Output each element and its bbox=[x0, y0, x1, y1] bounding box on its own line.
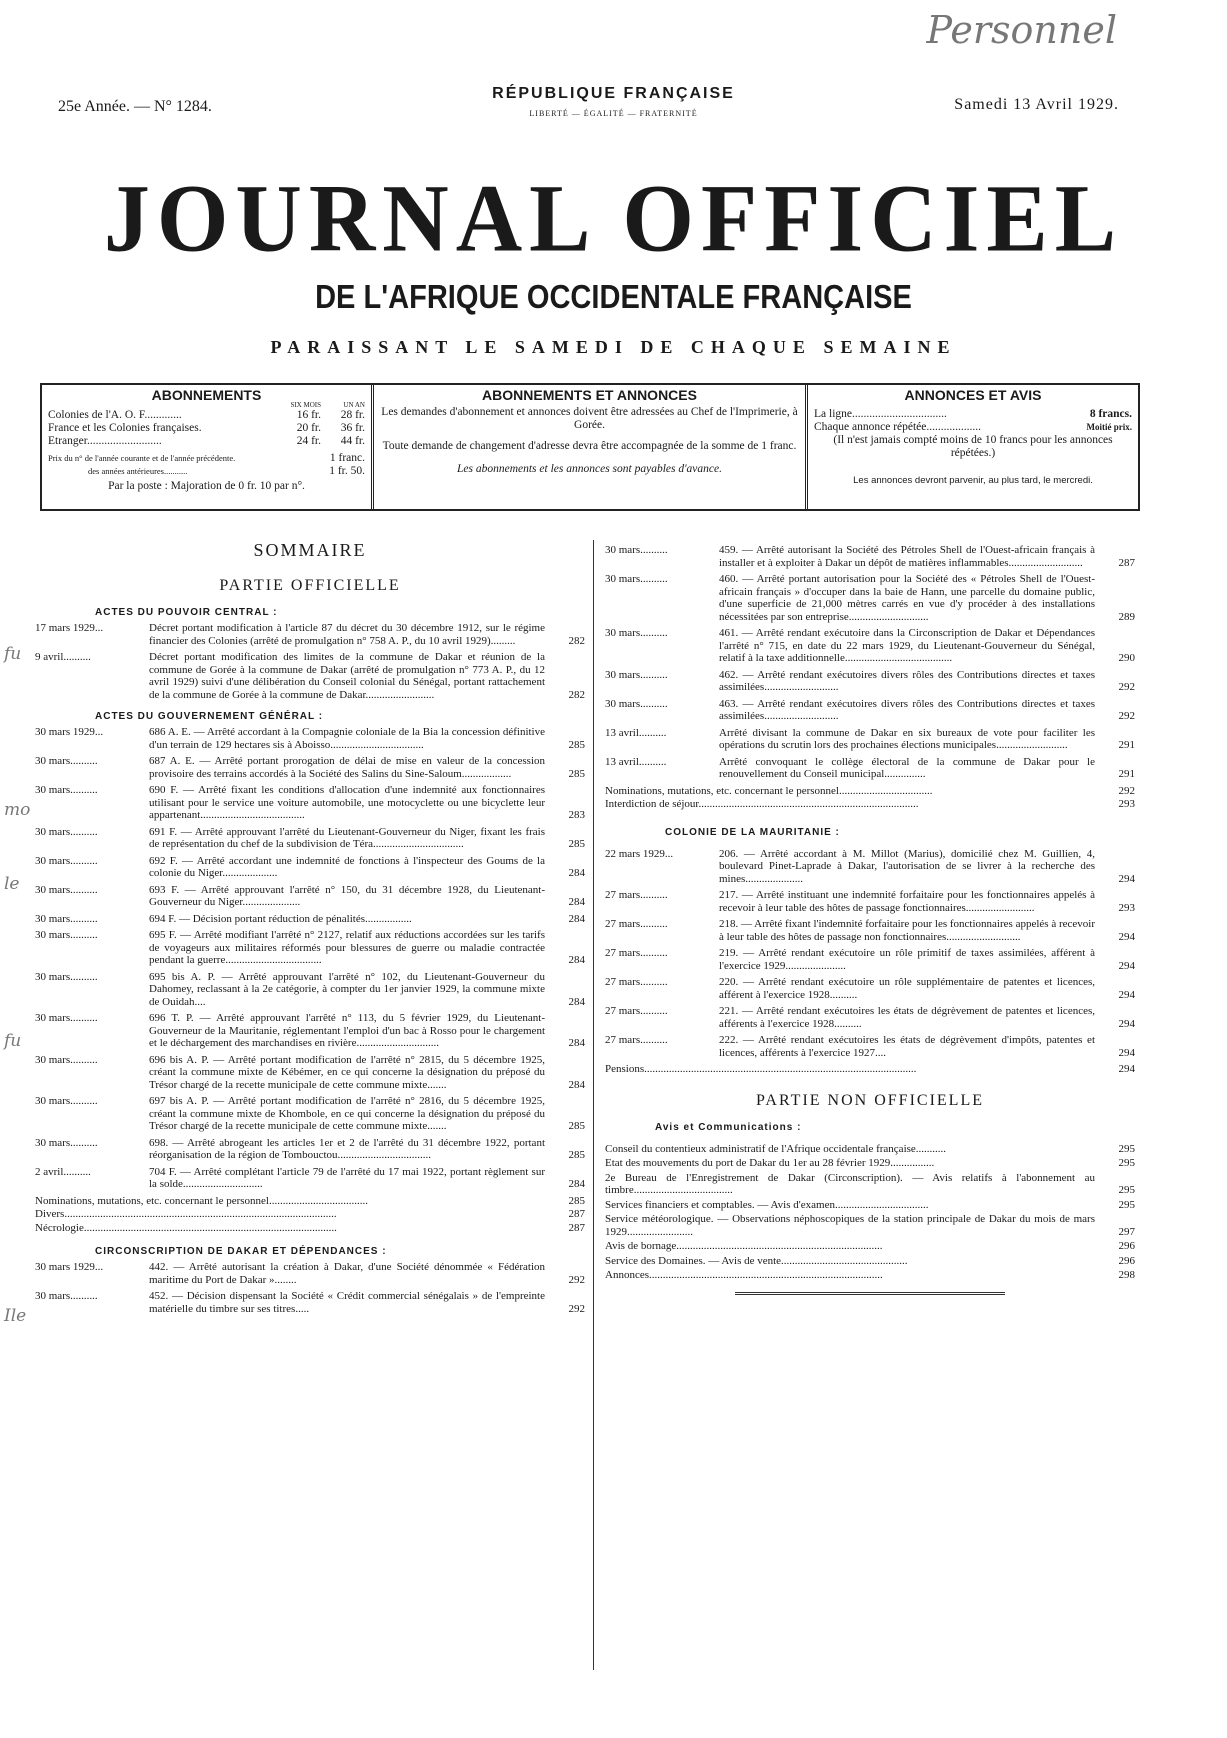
summary-entry bbox=[35, 1290, 585, 1315]
ads-column bbox=[808, 385, 1138, 509]
entry-date: 30 mars.......... bbox=[35, 854, 98, 867]
entry-text: 697 bis A. P. — Arrêté portant modification de l'arrêté n° 2816, du 5 décembre 1925, créant la commune mixte de Khombole, en ce qui concerne la désignation du préposé du Trésor chargé de la recette municipale de cette commune mixte....... bbox=[149, 1095, 545, 1132]
entry-date: 27 mars.......... bbox=[605, 918, 668, 930]
entry-date: 30 mars.......... bbox=[35, 755, 98, 767]
entry-date: 27 mars.......... bbox=[605, 1034, 668, 1046]
general-acts-heading: ACTES DU GOUVERNEMENT GÉNÉRAL : bbox=[95, 711, 324, 722]
entry-page: 295 bbox=[1118, 1157, 1135, 1169]
entry-page: 292 bbox=[1118, 681, 1135, 693]
entry-date: 30 mars.......... bbox=[35, 1053, 98, 1066]
entry-date: 27 mars.......... bbox=[605, 976, 668, 988]
entry-page: 292 bbox=[1118, 784, 1135, 797]
entry-page: 287 bbox=[1118, 556, 1135, 569]
summary-entry bbox=[605, 627, 1135, 665]
summary-entry bbox=[605, 756, 1135, 781]
summary-entry bbox=[35, 1166, 585, 1191]
entry-date: 30 mars.......... bbox=[35, 929, 98, 941]
notice-entry bbox=[605, 1269, 1135, 1282]
summary-entry bbox=[35, 971, 585, 1009]
entry-text: 221. — Arrêté rendant exécutoires les états de dégrèvement de patentes et licences, afférents à l'exercice 1928.......... bbox=[719, 1005, 1095, 1030]
entry-date: 30 mars.......... bbox=[605, 668, 668, 681]
entry-text: Nominations, mutations, etc. concernant le personnel.................................... bbox=[35, 1194, 368, 1207]
entry-page: 295 bbox=[1118, 1198, 1135, 1211]
margin-annotation: fu bbox=[4, 1031, 22, 1051]
entry-text: 220. — Arrêté rendant exécutoire un rôle supplémentaire de patentes et licences, afférent à l'exercice 1928.......... bbox=[719, 976, 1095, 1001]
one-year-header: UN AN bbox=[343, 401, 365, 409]
entry-date: 13 avril.......... bbox=[605, 755, 667, 768]
entry-page: 284 bbox=[568, 1078, 585, 1091]
entry-text: Décret portant modification des limites de la commune de Dakar et réunion de la commune de Gorée à la commune de Dakar (arrêté de promulgation n° 773 A. P., du 12 avril 1929) suivi d'une délibération du Conseil colonial du Sénégal, portant rattachement de la commune de Gorée à la commune de Dakar......................... bbox=[149, 651, 545, 701]
pensions-row bbox=[605, 1063, 1135, 1076]
entry-text: 694 F. — Décision portant réduction de pénalités................. bbox=[149, 912, 412, 925]
entry-date: 30 mars 1929... bbox=[35, 1261, 104, 1273]
entry-text: 695 F. — Arrêté modifiant l'arrêté n° 2127, relatif aux réductions accordées sur les tarifs de voyageurs aux militaires réformés pour blessures de guerre ou maladie contractée pendant la guerre................................... bbox=[149, 929, 545, 966]
entry-text: 687 A. E. — Arrêté portant prorogation de délai de mise en valeur de la concession provisoire des terrains accordés à la Société des Salins du Sine-Saloum.................. bbox=[149, 755, 545, 780]
entry-page: 284 bbox=[568, 1178, 585, 1190]
entry-page: 282 bbox=[568, 688, 585, 701]
summary-entry bbox=[35, 826, 585, 851]
central-acts-list bbox=[35, 622, 585, 701]
ads-subscriptions-text-3: Les abonnements et les annonces sont payables d'avance. bbox=[457, 463, 722, 475]
ads-subscriptions-text-1: Les demandes d'abonnement et annonces doivent être adressées au Chef de l'Imprimerie, à Gorée. bbox=[381, 406, 798, 431]
entry-date: 27 mars.......... bbox=[605, 889, 668, 901]
price-current: Prix du n° de l'année courante et de l'année précédente. 1 franc. bbox=[48, 452, 365, 464]
entry-date: 30 mars.......... bbox=[35, 1095, 98, 1107]
entry-page: 294 bbox=[1118, 1017, 1135, 1030]
entry-text: Conseil du contentieux administratif de l'Afrique occidentale française........... bbox=[605, 1142, 947, 1155]
entry-text: 459. — Arrêté autorisant la Société des Pétroles Shell de l'Ouest-africain français à installer et à exploiter à Dakar un dépôt de matières inflammables........................... bbox=[719, 544, 1095, 569]
summary-entry bbox=[605, 727, 1135, 752]
ads-line-price: La ligne................................. 8 francs. bbox=[814, 408, 1132, 420]
postage-note: Par la poste : Majoration de 0 fr. 10 par n°. bbox=[108, 480, 305, 492]
entry-date: 30 mars.......... bbox=[605, 697, 668, 710]
margin-annotation: Ile bbox=[4, 1306, 27, 1326]
entry-page: 294 bbox=[1118, 872, 1135, 885]
entry-text: 695 bis A. P. — Arrêté approuvant l'arrêté n° 102, du Lieutenant-Gouverneur du Dahomey, reclassant à la 2e catégorie, à compter du 1er janvier 1929, la commune mixte de Ouidah.... bbox=[149, 970, 545, 1008]
summary-misc-entry bbox=[35, 1208, 585, 1221]
entry-text: 219. — Arrêté rendant exécutoire un rôle primitif de taxes assimilées, afférent à l'exercice 1929...................... bbox=[719, 947, 1095, 972]
nonofficial-part-heading: PARTIE NON OFFICIELLE bbox=[755, 1091, 984, 1109]
entry-text: 462. — Arrêté rendant exécutoires divers rôles des Contributions directes et taxes assimilées........................... bbox=[719, 668, 1095, 693]
entry-text: 206. — Arrêté accordant à M. Millot (Marius), domicilié chez M. Guillien, 4, boulevard Pinet-Laprade à Dakar, l'autorisation de se livrer à la recherche des mines..................... bbox=[719, 847, 1095, 885]
summary-entry bbox=[35, 651, 585, 701]
entry-text: Services financiers et comptables. — Avis d'examen.................................. bbox=[605, 1198, 929, 1211]
entry-text: Avis de bornage........................................................................... bbox=[605, 1240, 883, 1252]
dakar-continued-list bbox=[605, 544, 1135, 781]
notice-entry bbox=[605, 1199, 1135, 1212]
entry-page: 285 bbox=[568, 838, 585, 850]
summary-entry bbox=[605, 848, 1135, 886]
ads-repeat-price: Chaque annonce répétée................... Moitié prix. bbox=[814, 421, 1132, 433]
entry-text: 460. — Arrêté portant autorisation pour la Société des « Pétroles Shell de l'Ouest-africain français » d'occuper dans la baie de Hann, une parcelle du domaine public, d'une superficie de 21,000 mètres carrés en vue d'y procéder à des installations nécessitées par son entreprise............................. bbox=[719, 573, 1095, 623]
entry-date: 30 mars.......... bbox=[35, 784, 98, 796]
summary-misc-entry bbox=[605, 798, 1135, 811]
entry-text: 693 F. — Arrêté approuvant l'arrêté n° 150, du 31 décembre 1928, du Lieutenant-Gouverneur du Niger..................... bbox=[149, 883, 545, 908]
entry-date: 30 mars.......... bbox=[35, 970, 98, 983]
closing-rule bbox=[735, 1292, 1005, 1295]
summary-entry bbox=[605, 669, 1135, 694]
summary-entry bbox=[35, 1012, 585, 1050]
entry-page: 292 bbox=[568, 1302, 585, 1315]
entry-text: Interdiction de séjour................................................................................ bbox=[605, 798, 919, 810]
entry-date: 30 mars.......... bbox=[35, 1290, 98, 1302]
summary-entry bbox=[605, 573, 1135, 623]
entry-page: 292 bbox=[568, 1273, 585, 1286]
issue-number: 25e Année. — N° 1284. bbox=[58, 98, 212, 115]
notice-entry bbox=[605, 1213, 1135, 1238]
entry-date: 30 mars.......... bbox=[605, 627, 668, 639]
summary-entry bbox=[35, 1261, 585, 1286]
mauritania-acts-list bbox=[605, 848, 1135, 1060]
entry-page: 294 bbox=[1118, 930, 1135, 943]
entry-page: 284 bbox=[568, 912, 585, 925]
journal-tagline: PARAISSANT LE SAMEDI DE CHAQUE SEMAINE bbox=[270, 337, 957, 357]
entry-page: 283 bbox=[568, 809, 585, 821]
general-misc-list bbox=[35, 1195, 585, 1235]
journal-title: JOURNAL OFFICIEL bbox=[103, 164, 1124, 272]
general-acts-list bbox=[35, 726, 585, 1191]
summary-entry bbox=[605, 889, 1135, 914]
subscriptions-heading: ABONNEMENTS bbox=[151, 387, 262, 403]
entry-text: Service météorologique. — Observations néphoscopiques de la station principale de Dakar du mois de mars 1929........................ bbox=[605, 1213, 1095, 1238]
entry-text: 222. — Arrêté rendant exécutoires les états de dégrèvement d'impôts, patentes et licences, afférents à l'exercice 1927.... bbox=[719, 1034, 1095, 1059]
entry-page: 290 bbox=[1118, 652, 1135, 664]
entry-page: 285 bbox=[568, 1194, 585, 1207]
entry-text: 690 F. — Arrêté fixant les conditions d'allocation d'une indemnité aux fonctionnaires utilisant pour le service une voiture automobile, une motocyclette ou une bicyclette leur appartenant...................................... bbox=[149, 784, 545, 821]
summary-entry bbox=[35, 1054, 585, 1092]
summary-entry bbox=[605, 1034, 1135, 1059]
entry-text: Etat des mouvements du port de Dakar du 1er au 28 février 1929................ bbox=[605, 1157, 935, 1169]
entry-date: 30 mars.......... bbox=[35, 912, 98, 925]
entry-page: 298 bbox=[1118, 1269, 1135, 1281]
entry-page: 285 bbox=[568, 738, 585, 751]
entry-page: 294 bbox=[1118, 959, 1135, 972]
entry-page: 292 bbox=[1118, 710, 1135, 722]
summary-entry bbox=[35, 913, 585, 926]
summary-entry bbox=[605, 1005, 1135, 1030]
entry-page: 284 bbox=[568, 954, 585, 966]
price-previous: des années antérieures........... 1 fr. 50. bbox=[88, 465, 365, 477]
ads-minimum-note: (Il n'est jamais compté moins de 10 francs pour les annonces répétées.) bbox=[833, 434, 1113, 459]
entry-page: 294 bbox=[1118, 1046, 1135, 1059]
dakar-acts-list bbox=[35, 1261, 585, 1315]
entry-text: 692 F. — Arrêté accordant une indemnité de fonctions à l'inspecteur des Goums de la colonie du Niger.................... bbox=[149, 854, 545, 879]
dakar-heading: CIRCONSCRIPTION DE DAKAR ET DÉPENDANCES : bbox=[95, 1246, 387, 1257]
official-part-heading: PARTIE OFFICIELLE bbox=[219, 577, 401, 594]
summary-entry bbox=[35, 726, 585, 751]
summary-entry bbox=[605, 976, 1135, 1001]
entry-date: 30 mars.......... bbox=[605, 573, 668, 585]
entry-page: 294 bbox=[1118, 988, 1135, 1001]
entry-page: 291 bbox=[1118, 768, 1135, 780]
ads-subscriptions-column bbox=[374, 385, 808, 509]
ads-deadline: Les annonces devront parvenir, au plus tard, le mercredi. bbox=[853, 475, 1093, 486]
mauritania-heading: COLONIE DE LA MAURITANIE : bbox=[665, 826, 840, 838]
entry-text: Décret portant modification à l'article 87 du décret du 30 décembre 1912, sur le régime financier des Colonies (arrêté de promulgation n° 758 A. P., du 10 avril 1929)......... bbox=[149, 622, 545, 647]
margin-annotation: mo bbox=[4, 800, 31, 820]
notices-list bbox=[605, 1143, 1135, 1282]
summary-misc-entry bbox=[35, 1222, 585, 1235]
entry-text: 696 bis A. P. — Arrêté portant modification de l'arrêté n° 2815, du 5 décembre 1925, créant la commune mixte de Kébémer, en ce qui concerne la désignation du préposé du Trésor chargé de la recette municipale de cette commune mixte....... bbox=[149, 1053, 545, 1091]
summary-entry bbox=[605, 544, 1135, 569]
entry-text: 704 F. — Arrêté complétant l'article 79 de l'arrêté du 17 mai 1922, portant règlement sur la solde............................. bbox=[149, 1165, 545, 1190]
entry-text: Divers................................................................................................... bbox=[35, 1208, 337, 1220]
entry-page: 287 bbox=[568, 1221, 585, 1234]
notices-heading: Avis et Communications : bbox=[655, 1121, 802, 1133]
entry-text: Arrêté divisant la commune de Dakar en six bureaux de vote pour faciliter les opérations du scrutin lors des prochaines élections municipales.......................... bbox=[719, 726, 1095, 751]
entry-text: Service des Domaines. — Avis de vente.............................................. bbox=[605, 1254, 908, 1267]
summary-entry bbox=[35, 755, 585, 780]
entry-date: 13 avril.......... bbox=[605, 726, 667, 739]
entry-date: 30 mars.......... bbox=[605, 544, 668, 556]
notice-entry bbox=[605, 1255, 1135, 1268]
entry-page: 284 bbox=[568, 867, 585, 879]
motto: LIBERTÉ — ÉGALITÉ — FRATERNITÉ bbox=[529, 109, 698, 118]
entry-page: 284 bbox=[568, 995, 585, 1008]
summary-entry bbox=[35, 1095, 585, 1133]
summary-entry bbox=[605, 947, 1135, 972]
entry-date: 17 mars 1929... bbox=[35, 622, 104, 634]
summary-left-column bbox=[35, 540, 585, 1319]
subscriptions-column bbox=[42, 385, 374, 509]
subscription-row: Etranger.......................... 24 fr. 44 fr. bbox=[48, 435, 365, 447]
entry-page: 291 bbox=[1118, 739, 1135, 751]
entry-text: Pensions................................................................................................... bbox=[605, 1063, 917, 1075]
entry-date: 30 mars.......... bbox=[35, 1136, 98, 1149]
entry-date: 30 mars 1929... bbox=[35, 726, 104, 738]
central-acts-heading: ACTES DU POUVOIR CENTRAL : bbox=[95, 607, 278, 618]
entry-date: 30 mars.......... bbox=[35, 825, 98, 838]
issue-date: Samedi 13 Avril 1929. bbox=[954, 96, 1119, 113]
entry-page: 293 bbox=[1118, 798, 1135, 810]
entry-date: 2 avril.......... bbox=[35, 1165, 91, 1178]
summary-heading: SOMMAIRE bbox=[253, 540, 367, 560]
six-months-header: SIX MOIS bbox=[290, 401, 321, 409]
entry-text: 463. — Arrêté rendant exécutoires divers rôles des Contributions directes et taxes assimilées........................... bbox=[719, 697, 1095, 722]
summary-entry bbox=[35, 884, 585, 909]
summary-entry bbox=[605, 918, 1135, 943]
entry-date: 9 avril.......... bbox=[35, 651, 91, 663]
entry-page: 282 bbox=[568, 634, 585, 647]
summary-misc-entry bbox=[35, 1195, 585, 1208]
summary-right-column bbox=[605, 544, 1135, 1305]
dakar-misc-list bbox=[605, 785, 1135, 811]
republic-heading: RÉPUBLIQUE FRANÇAISE bbox=[492, 85, 735, 102]
entry-text: 461. — Arrêté rendant exécutoire dans la Circonscription de Dakar et Dépendances l'arrêté n° 715, en date du 22 mars 1929, du Lieutenant-Gouverneur du Sénégal, relatif à la taxe additionnelle....................................... bbox=[719, 627, 1095, 664]
entry-date: 30 mars.......... bbox=[35, 883, 98, 896]
entry-date: 27 mars.......... bbox=[605, 1005, 668, 1017]
entry-page: 285 bbox=[568, 1149, 585, 1161]
entry-page: 293 bbox=[1118, 901, 1135, 914]
entry-text: 686 A. E. — Arrêté accordant à la Compagnie coloniale de la Bia la concession définitive d'un terrain de 129 hectares sis à Aboisso.................................. bbox=[149, 726, 545, 751]
entry-page: 296 bbox=[1118, 1254, 1135, 1267]
entry-text: 442. — Arrêté autorisant la création à Dakar, d'une Société dénommée « Fédération maritime du Port de Dakar »........ bbox=[149, 1261, 545, 1286]
margin-annotation: fu bbox=[4, 644, 22, 664]
entry-text: Annonces..................................................................................... bbox=[605, 1269, 883, 1281]
entry-text: 218. — Arrêté fixant l'indemnité forfaitaire pour les fonctionnaires appelés à recevoir à leur table des hôtes de passage non fonctionnaires........................... bbox=[719, 918, 1095, 943]
handwritten-annotation: Personnel bbox=[926, 8, 1117, 52]
summary-entry bbox=[35, 1137, 585, 1162]
entry-text: 2e Bureau de l'Enregistrement de Dakar (Circonscription). — Avis relatifs à l'abonnement au timbre.................................... bbox=[605, 1171, 1095, 1196]
entry-page: 294 bbox=[1118, 1063, 1135, 1075]
entry-page: 284 bbox=[568, 1037, 585, 1049]
entry-page: 295 bbox=[1118, 1142, 1135, 1155]
entry-text: Nécrologie............................................................................................ bbox=[35, 1221, 337, 1234]
entry-text: 452. — Décision dispensant la Société « Crédit commercial sénégalais » de l'empreinte matérielle du timbre sur ses titres..... bbox=[149, 1290, 545, 1315]
subscription-row: France et les Colonies françaises. 20 fr. 36 fr. bbox=[48, 422, 365, 434]
margin-annotation: le bbox=[4, 874, 20, 894]
entry-text: Nominations, mutations, etc. concernant le personnel.................................. bbox=[605, 784, 933, 797]
entry-date: 30 mars.......... bbox=[35, 1012, 98, 1024]
subscription-box bbox=[40, 383, 1140, 511]
entry-page: 295 bbox=[1118, 1184, 1135, 1196]
entry-date: 27 mars.......... bbox=[605, 947, 668, 959]
entry-text: 691 F. — Arrêté approuvant l'arrêté du Lieutenant-Gouverneur du Niger, fixant les frais de représentation du chef de la subdivision de Téra................................. bbox=[149, 825, 545, 850]
summary-misc-entry bbox=[605, 1063, 1135, 1076]
notice-entry bbox=[605, 1240, 1135, 1253]
entry-text: 217. — Arrêté instituant une indemnité forfaitaire pour les fonctionnaires appelés à recevoir à leur table des hôtes de passage fonctionnaires......................... bbox=[719, 889, 1095, 914]
entry-page: 297 bbox=[1118, 1225, 1135, 1238]
summary-entry bbox=[35, 784, 585, 822]
entry-page: 296 bbox=[1118, 1240, 1135, 1252]
notice-entry bbox=[605, 1172, 1135, 1197]
entry-date: 22 mars 1929... bbox=[605, 847, 674, 860]
entry-page: 284 bbox=[568, 896, 585, 908]
subscription-row: Colonies de l'A. O. F............. 16 fr. 28 fr. bbox=[48, 409, 365, 421]
notice-entry bbox=[605, 1157, 1135, 1170]
entry-page: 285 bbox=[568, 1120, 585, 1132]
entry-page: 287 bbox=[568, 1208, 585, 1220]
ads-subscriptions-heading: ABONNEMENTS ET ANNONCES bbox=[482, 387, 697, 403]
entry-page: 289 bbox=[1118, 610, 1135, 623]
entry-text: 696 T. P. — Arrêté approuvant l'arrêté n° 113, du 5 février 1929, du Lieutenant-Gouverneur de la Mauritanie, réglementant l'emploi d'un bac à Rosso pour le chargement et le déchargement des marchandises en rivière.............................. bbox=[149, 1012, 545, 1049]
ads-subscriptions-text-2: Toute demande de changement d'adresse devra être accompagnée de la somme de 1 franc. bbox=[382, 440, 797, 452]
journal-subtitle: DE L'AFRIQUE OCCIDENTALE FRANÇAISE bbox=[315, 278, 912, 315]
entry-page: 285 bbox=[568, 767, 585, 780]
summary-entry bbox=[35, 622, 585, 647]
entry-text: Arrêté convoquant le collège électoral de la commune de Dakar pour le renouvellement du Conseil municipal............... bbox=[719, 755, 1095, 780]
notice-entry bbox=[605, 1143, 1135, 1156]
entry-text: 698. — Arrêté abrogeant les articles 1er et 2 de l'arrêté du 31 décembre 1922, portant réorganisation de la région de Tombouctou.................................. bbox=[149, 1136, 545, 1161]
summary-entry bbox=[35, 929, 585, 967]
summary-misc-entry bbox=[605, 785, 1135, 798]
summary-entry bbox=[605, 698, 1135, 723]
summary-entry bbox=[35, 855, 585, 880]
column-divider bbox=[593, 540, 594, 1670]
ads-heading: ANNONCES ET AVIS bbox=[904, 387, 1042, 403]
